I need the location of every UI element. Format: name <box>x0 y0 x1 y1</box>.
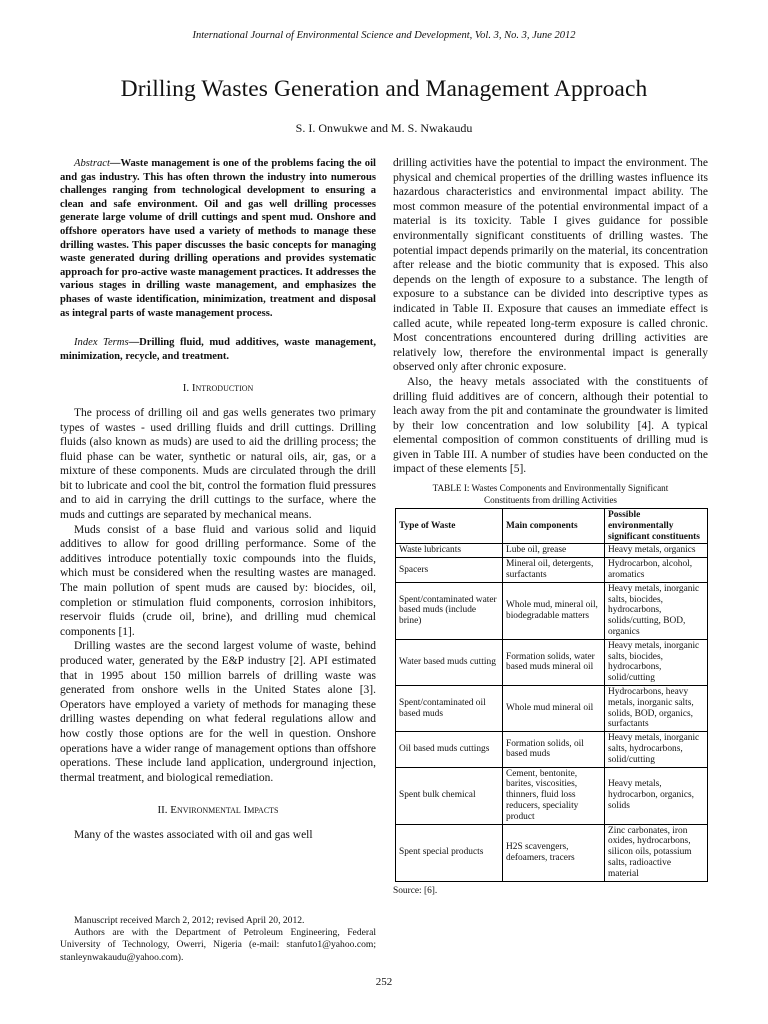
table-row <box>396 686 708 732</box>
table-cell: Water based muds cutting <box>396 639 503 685</box>
table-cell: Spent special products <box>396 824 503 881</box>
table-cell: Spent bulk chemical <box>396 767 503 824</box>
index-terms-text: —Drilling fluid, mud additives, waste management, minimization, recycle, and treatment. <box>60 337 376 362</box>
table-cell: Whole mud, mineral oil, biodegradable matters <box>503 582 605 639</box>
journal-header: International Journal of Environmental Science and Development, Vol. 3, No. 3, June 2012 <box>192 30 576 41</box>
table-header-cell: Possible environmentally significant constituents <box>605 509 708 544</box>
abstract <box>60 157 376 320</box>
table-header-cell: Main components <box>503 509 605 544</box>
table-row <box>396 544 708 558</box>
paragraph: drilling activities have the potential to impact the environment. The physical and chemical properties of the drilling wastes influence its hazardous characteristics and environmental impact ability. The most common measure of the potential environmental impact of a material is its toxicity. Table I gives guidance for possible environmentally significant constituents of drilling wastes. The potential impact depends primarily on the material, its concentration after release and the biotic community that is exposed. This also depends on the length of exposure to a substance. The length of exposure to a substance can be divided into descriptive types as indicated in Table II. Exposure that causes an immediate effect is called acute, while repeated long-term exposure is called chronic. Most concentrations encountered during drilling activities are relatively low, therefore the environmental impact is generally observed only after chronic exposure. <box>393 157 708 374</box>
right-column <box>393 156 708 898</box>
table-cell: Hydrocarbon, alcohol, aromatics <box>605 558 708 583</box>
paragraph: Muds consist of a base fluid and various solid and liquid additives to allow for good drilling performance. Some of the additives introduce potentially toxic compounds into the fluids, which must be considered when the resulting wastes are managed. The main pollution of spent muds are caused by: biocides, oil, completion or stimulation fluid components, corrosion inhibitors, reservoir fluids (crude oil, brine), and drilling mud chemical components [1]. <box>60 523 376 638</box>
table-cell: Formation solids, water based muds mineral oil <box>503 639 605 685</box>
footnote <box>60 915 376 964</box>
table-row <box>396 558 708 583</box>
footnote-affiliation: Authors are with the Department of Petroleum Engineering, Federal University of Technology, Owerri, Nigeria (e-mail: stanfuto1@yahoo.com; stanleynwakaudu@yahoo.com). <box>60 927 376 963</box>
table-cell: Mineral oil, detergents, surfactants <box>503 558 605 583</box>
table-cell: Formation solids, oil based muds <box>503 732 605 767</box>
table-cell: Hydrocarbons, heavy metals, inorganic salts, solids, BOD, organics, surfactants <box>605 686 708 732</box>
table-row <box>396 824 708 881</box>
index-terms-lead: Index Terms <box>74 337 129 349</box>
table-header-row <box>396 509 708 544</box>
section-heading-environmental-impacts: II. Environmental Impacts <box>157 804 279 817</box>
table-row <box>396 639 708 685</box>
table-cell: Heavy metals, inorganic salts, biocides, hydrocarbons, solids/cutting, BOD, organics <box>605 582 708 639</box>
footnote-received: Manuscript received March 2, 2012; revised April 20, 2012. <box>74 915 305 926</box>
table-cell: Spent/contaminated water based muds (include brine) <box>396 582 503 639</box>
table-source: Source: [6]. <box>393 885 438 896</box>
table-cell: H2S scavengers, defoamers, tracers <box>503 824 605 881</box>
table-cell: Cement, bentonite, barites, viscosities, thinners, fluid loss reducers, speciality product <box>503 767 605 824</box>
index-terms <box>60 336 376 363</box>
table-row <box>396 582 708 639</box>
table-cell: Spent/contaminated oil based muds <box>396 686 503 732</box>
left-column <box>60 157 376 843</box>
table-caption: TABLE I: Wastes Components and Environmentally Significant Constituents from drilling Activities <box>432 483 669 505</box>
table-cell: Zinc carbonates, iron oxides, hydrocarbons, silicon oils, potassium salts, radioactive material <box>605 824 708 881</box>
section-heading-introduction: I. Introduction <box>182 382 254 395</box>
table-cell: Heavy metals, hydrocarbon, organics, solids <box>605 767 708 824</box>
authors: S. I. Onwukwe and M. S. Nwakaudu <box>295 121 473 135</box>
paragraph: Drilling wastes are the second largest volume of waste, behind produced water, generated by the E&P industry [2]. API estimated that in 1995 about 150 million barrels of drilling waste was generated from onshore wells in the United States alone [3]. Operators have employed a variety of methods for managing these drilling wastes depending on what federal regulations allow and how costly those options are for the well in question. Onshore operations have a wider range of management options than offshore operations. These include land application, underground injection, thermal treatment, and biological remediation. <box>60 640 376 784</box>
abstract-lead: Abstract <box>74 158 110 169</box>
table-cell: Spacers <box>396 558 503 583</box>
table-row <box>396 732 708 767</box>
table-row <box>396 767 708 824</box>
paragraph: Also, the heavy metals associated with the constituents of drilling fluid additives are of concern, although their potential to leach away from the pit and contaminate the groundwater is limited by their low concentration and low solubility [4]. A typical elemental composition of common constituents of drilling mud is given in Table III. A number of studies have been conducted on the impact of these elements [5]. <box>393 375 708 476</box>
table-cell: Heavy metals, inorganic salts, hydrocarbons, solid/cutting <box>605 732 708 767</box>
table-cell: Heavy metals, inorganic salts, biocides, hydrocarbons, solid/cutting <box>605 639 708 685</box>
table-cell: Lube oil, grease <box>503 544 605 558</box>
table-body <box>396 544 708 881</box>
paper-title: Drilling Wastes Generation and Management Approach <box>120 76 648 102</box>
paragraph: The process of drilling oil and gas wells generates two primary types of wastes - used drilling fluids and drill cuttings. Drilling fluids (also known as muds) are used to aid the drilling process; the fluid phase can be water, synthetic or natural oils, air, gas, or a mixture of these components. Muds are circulated through the drill bit to lubricate and cool the bit, control the formation fluid pressures and to aid in carrying the drill cuttings to the surface, where the muds and cuttings are separated by mechanical means. <box>60 406 376 522</box>
table-cell: Whole mud mineral oil <box>503 686 605 732</box>
table-cell: Waste lubricants <box>396 544 503 558</box>
waste-table <box>395 508 708 882</box>
table-cell: Oil based muds cuttings <box>396 732 503 767</box>
table-header-cell: Type of Waste <box>396 509 503 544</box>
paragraph: Many of the wastes associated with oil and gas well <box>74 828 313 841</box>
table-cell: Heavy metals, organics <box>605 544 708 558</box>
abstract-text: —Waste management is one of the problems facing the oil and gas industry. This has often thrown the industry into numerous challenges ranging from technological development to ensuring a clean and safe environment. Oil and gas well drilling processes generate large volume of drill cuttings and spent mud. Onshore and offshore operators have used a variety of methods to manage these drilling wastes. This paper discusses the basic concepts for managing waste generated during drilling operations and provides systematic approach for pro-active waste management practices. It addresses the various stages in drilling waste management, and emphasizes the phases of waste identification, minimization, treatment and disposal as integral parts of waste management process. <box>60 158 376 319</box>
page-number: 252 <box>375 976 393 988</box>
